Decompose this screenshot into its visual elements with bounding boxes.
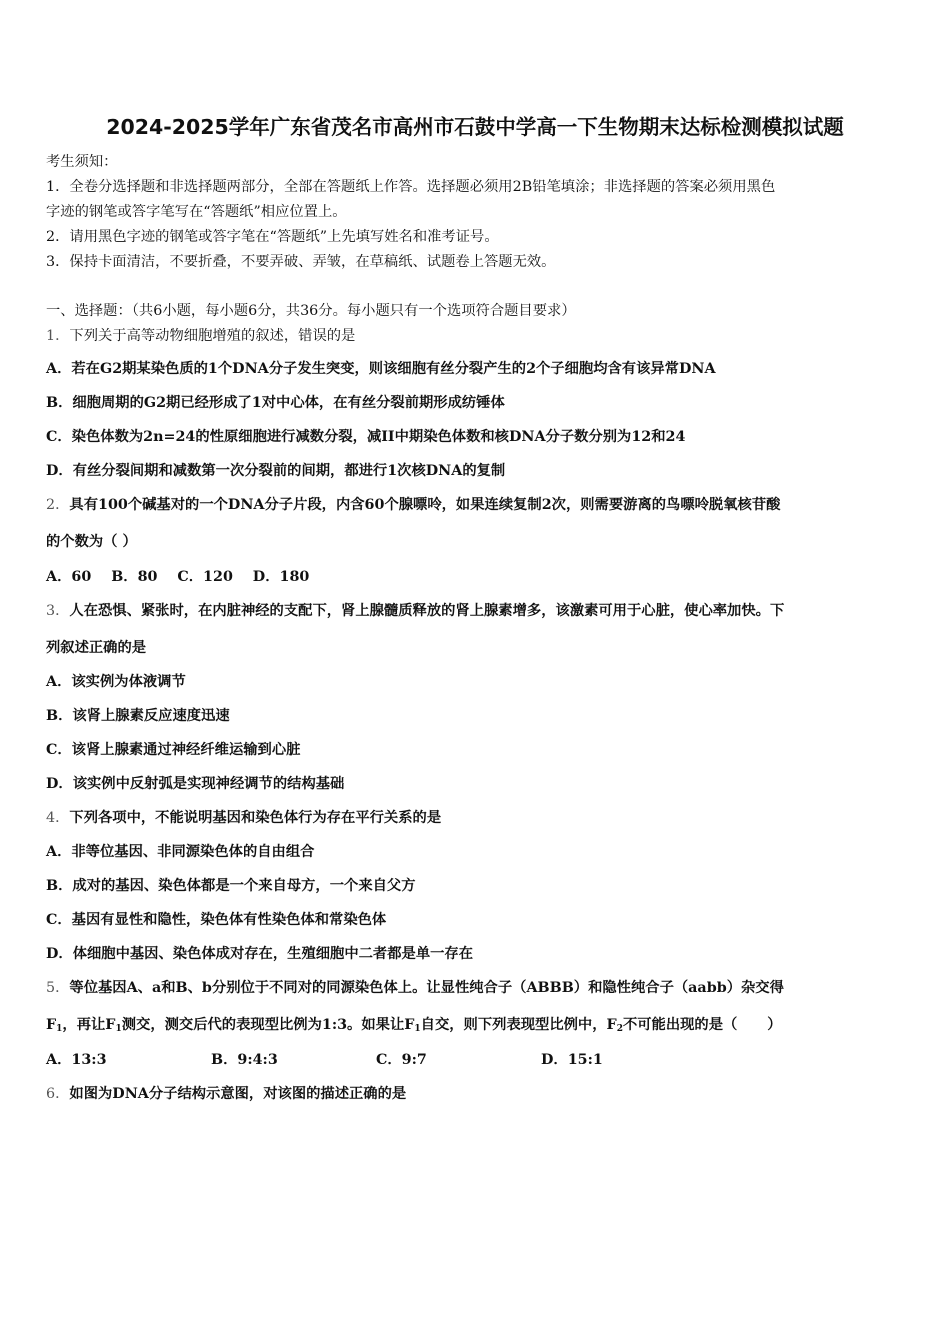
question-stem: 下列关于高等动物细胞增殖的叙述，错误的是	[69, 328, 356, 344]
q5-option-c: C．9:7	[376, 1052, 427, 1068]
question-number: 6．	[46, 1086, 70, 1102]
question-stem: 等位基因A、a和B、b分别位于不同对的同源染色体上。让显性纯合子（ABBB）和隐性纯合子（aabb）杂交得	[69, 980, 784, 996]
notice-item-1-cont: 字迹的钢笔或答字笔写在“答题纸”相应位置上。	[46, 204, 347, 220]
notice-item-3: 3．保持卡面清洁，不要折叠，不要弄破、弄皱，在草稿纸、试题卷上答题无效。	[46, 254, 556, 270]
question-number: 1．	[46, 328, 70, 344]
question-1	[46, 326, 355, 346]
notice-heading: 考生须知：	[46, 154, 118, 170]
question-stem: 下列各项中，不能说明基因和染色体行为存在平行关系的是	[69, 810, 442, 826]
q5-option-d: D．15:1	[541, 1052, 603, 1068]
q1-option-a: A．若在G2期某染色质的1个DNA分子发生突变，则该细胞有丝分裂产生的2个子细胞均含有该异常DNA	[46, 361, 716, 377]
question-3-cont: 列叙述正确的是	[46, 640, 147, 656]
subscript: 1	[115, 1024, 122, 1034]
subscript: 2	[616, 1024, 623, 1034]
subscript: 1	[56, 1024, 63, 1034]
question-number: 3．	[46, 603, 70, 619]
question-stem: 具有100个碱基对的一个DNA分子片段，内含60个腺嘌呤，如果连续复制2次，则需要游离的鸟嘌呤脱氧核苷酸	[69, 497, 781, 513]
question-3	[46, 601, 784, 621]
stem-text: 自交，则下列表现型比例中，F	[420, 1017, 617, 1033]
question-4	[46, 808, 441, 828]
stem-text: 不可能出现的是（ ）	[622, 1017, 782, 1033]
question-stem: 如图为DNA分子结构示意图，对该图的描述正确的是	[69, 1086, 407, 1102]
q4-option-a: A．非等位基因、非同源染色体的自由组合	[46, 844, 315, 860]
question-5	[46, 978, 784, 998]
q1-option-b: B．细胞周期的G2期已经形成了1对中心体，在有丝分裂前期形成纺锤体	[46, 395, 505, 411]
stem-text: F	[46, 1017, 57, 1033]
stem-text: 测交，测交后代的表现型比例为1:3。如果让F	[121, 1017, 415, 1033]
q3-option-a: A．该实例为体液调节	[46, 674, 186, 690]
q5-options	[46, 1050, 603, 1070]
question-2	[46, 495, 780, 515]
q1-option-c: C．染色体数为2n=24的性原细胞进行减数分裂，减II中期染色体数和核DNA分子数分别为12和24	[46, 429, 686, 445]
notice-item-1: 1．全卷分选择题和非选择题两部分，全部在答题纸上作答。选择题必须用2B铅笔填涂；非选择题的答案必须用黑色	[46, 179, 776, 195]
question-6	[46, 1084, 406, 1104]
q1-option-d: D．有丝分裂间期和减数第一次分裂前的间期，都进行1次核DNA的复制	[46, 463, 506, 479]
notice-item-2: 2．请用黑色字迹的钢笔或答字笔在“答题纸”上先填写姓名和准考证号。	[46, 229, 499, 245]
question-2-cont: 的个数为（ ）	[46, 534, 137, 550]
section-heading: 一、选择题：（共6小题，每小题6分，共36分。每小题只有一个选项符合题目要求）	[46, 303, 576, 319]
q4-option-c: C．基因有显性和隐性，染色体有性染色体和常染色体	[46, 912, 387, 928]
question-stem: 人在恐惧、紧张时，在内脏神经的支配下，肾上腺髓质释放的肾上腺素增多，该激素可用于心脏，使心率加快。下	[69, 603, 785, 619]
q3-option-b: B．该肾上腺素反应速度迅速	[46, 708, 230, 724]
question-number: 4．	[46, 810, 70, 826]
q5-option-b: B．9:4:3	[211, 1052, 278, 1068]
question-number: 5．	[46, 980, 70, 996]
question-5-cont	[46, 1015, 782, 1035]
question-number: 2．	[46, 497, 70, 513]
stem-text: ，再让F	[62, 1017, 116, 1033]
page-title: 2024-2025学年广东省茂名市高州市石鼓中学高一下生物期末达标检测模拟试题	[106, 115, 844, 139]
q3-option-c: C．该肾上腺素通过神经纤维运输到心脏	[46, 742, 301, 758]
q2-options: A．60 B．80 C．120 D．180	[46, 569, 310, 585]
subscript: 1	[414, 1024, 421, 1034]
q3-option-d: D．该实例中反射弧是实现神经调节的结构基础	[46, 776, 345, 792]
q4-option-b: B．成对的基因、染色体都是一个来自母方，一个来自父方	[46, 878, 416, 894]
q4-option-d: D．体细胞中基因、染色体成对存在，生殖细胞中二者都是单一存在	[46, 946, 474, 962]
q5-option-a: A．13:3	[46, 1052, 107, 1068]
